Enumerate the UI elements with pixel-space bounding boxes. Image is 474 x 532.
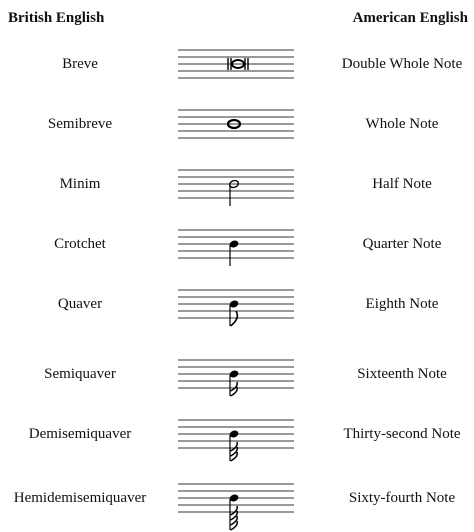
american-name: Sixty-fourth Note bbox=[348, 490, 456, 506]
note-row-breve bbox=[0, 44, 474, 84]
american-name: Sixteenth Note bbox=[357, 366, 447, 382]
note-row-hemidemisemiquaver bbox=[0, 478, 474, 518]
american-english-header: American English bbox=[352, 10, 468, 26]
breve-icon bbox=[178, 44, 294, 84]
british-english-header: British English bbox=[8, 10, 105, 26]
whole-note-icon bbox=[178, 104, 294, 144]
note-row-crotchet bbox=[0, 224, 474, 264]
british-name: Crotchet bbox=[54, 236, 106, 252]
british-name: Quaver bbox=[57, 296, 103, 312]
sixty-fourth-note-icon bbox=[178, 478, 294, 518]
half-note-icon bbox=[178, 164, 294, 204]
american-name: Double Whole Note bbox=[341, 56, 463, 72]
quarter-note-icon bbox=[178, 224, 294, 264]
american-name: Eighth Note bbox=[365, 296, 439, 312]
british-name: Semiquaver bbox=[44, 366, 116, 382]
thirty-second-note-icon bbox=[178, 414, 294, 454]
american-name: Whole Note bbox=[365, 116, 439, 132]
eighth-note-icon bbox=[178, 284, 294, 324]
american-name: Thirty-second Note bbox=[343, 426, 461, 442]
british-name: Minim bbox=[59, 176, 101, 192]
note-row-semiquaver bbox=[0, 354, 474, 394]
british-name: Hemidemisemiquaver bbox=[13, 490, 147, 506]
american-name: Half Note bbox=[372, 176, 432, 192]
note-row-demisemiquaver bbox=[0, 414, 474, 454]
british-name: Semibreve bbox=[47, 116, 113, 132]
american-name: Quarter Note bbox=[362, 236, 442, 252]
british-name: Demisemiquaver bbox=[28, 426, 132, 442]
sixteenth-note-icon bbox=[178, 354, 294, 394]
note-row-quaver bbox=[0, 284, 474, 324]
british-name: Breve bbox=[62, 56, 98, 72]
note-row-minim bbox=[0, 164, 474, 204]
note-row-semibreve bbox=[0, 104, 474, 144]
